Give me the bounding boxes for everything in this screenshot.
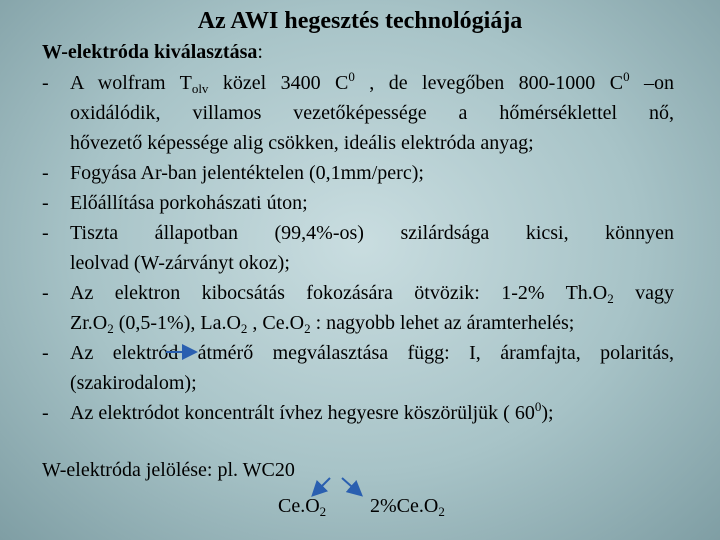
list-item: - Az elektródot koncentrált ívhez hegyesre köszörüljük ( $60^0$);	[42, 398, 674, 428]
bullet-dash: -	[42, 72, 49, 94]
arrow-to-2pct-ceo2	[342, 478, 360, 494]
list-item: - Az elektród átmérő megválasztása függ: I, áramfajta, polaritás, (szakirodalom);	[42, 338, 674, 398]
bullet-dash: -	[42, 162, 49, 184]
heading-colon: :	[257, 41, 263, 63]
bullet-list	[42, 68, 674, 428]
example-ceo2: $Ce.O_2$	[278, 495, 327, 519]
list-item: - Az elektron kibocsátás fokozására ötvözik: 1-2% $Th.O_2$ vagy $Zr.O_2$ (0,5-1%), $La.O_2$ , $Ce.O_2$ : nagyobb lehet az áramterhelés;	[42, 278, 674, 338]
bullet-dash: -	[42, 282, 49, 304]
designation-line: W-elektróda jelölése: pl. WC20	[42, 459, 295, 481]
list-item: - Előállítása porkohászati úton;	[42, 188, 674, 218]
list-item: - Fogyása Ar-ban jelentéktelen (0,1mm/perc);	[42, 158, 674, 188]
section-heading	[42, 40, 263, 64]
slide-title: Az AWI hegesztés technológiája	[197, 8, 523, 34]
heading-label: W-elektróda kiválasztása	[42, 41, 258, 63]
list-item: - Tiszta állapotban (99,4%-os) szilárdsága kicsi, könnyen leolvad (W-zárványt okoz);	[42, 218, 674, 278]
list-item: - A wolfram $T_{olv}$ közel 3400 $C^0$ , de levegőben 800-1000 $C^0$ –on oxidálódik, villamos vezetőképessége a hőmérséklettel nő, hővezető képessége alig csökken, ideális elektróda anyag;	[42, 68, 674, 158]
bullet-dash: -	[42, 192, 49, 214]
bullet-dash: -	[42, 342, 49, 364]
bullet-dash: -	[42, 222, 49, 244]
example-2pct-ceo2: $2\%Ce.O_2$	[370, 495, 445, 519]
bullet-dash: -	[42, 402, 49, 424]
